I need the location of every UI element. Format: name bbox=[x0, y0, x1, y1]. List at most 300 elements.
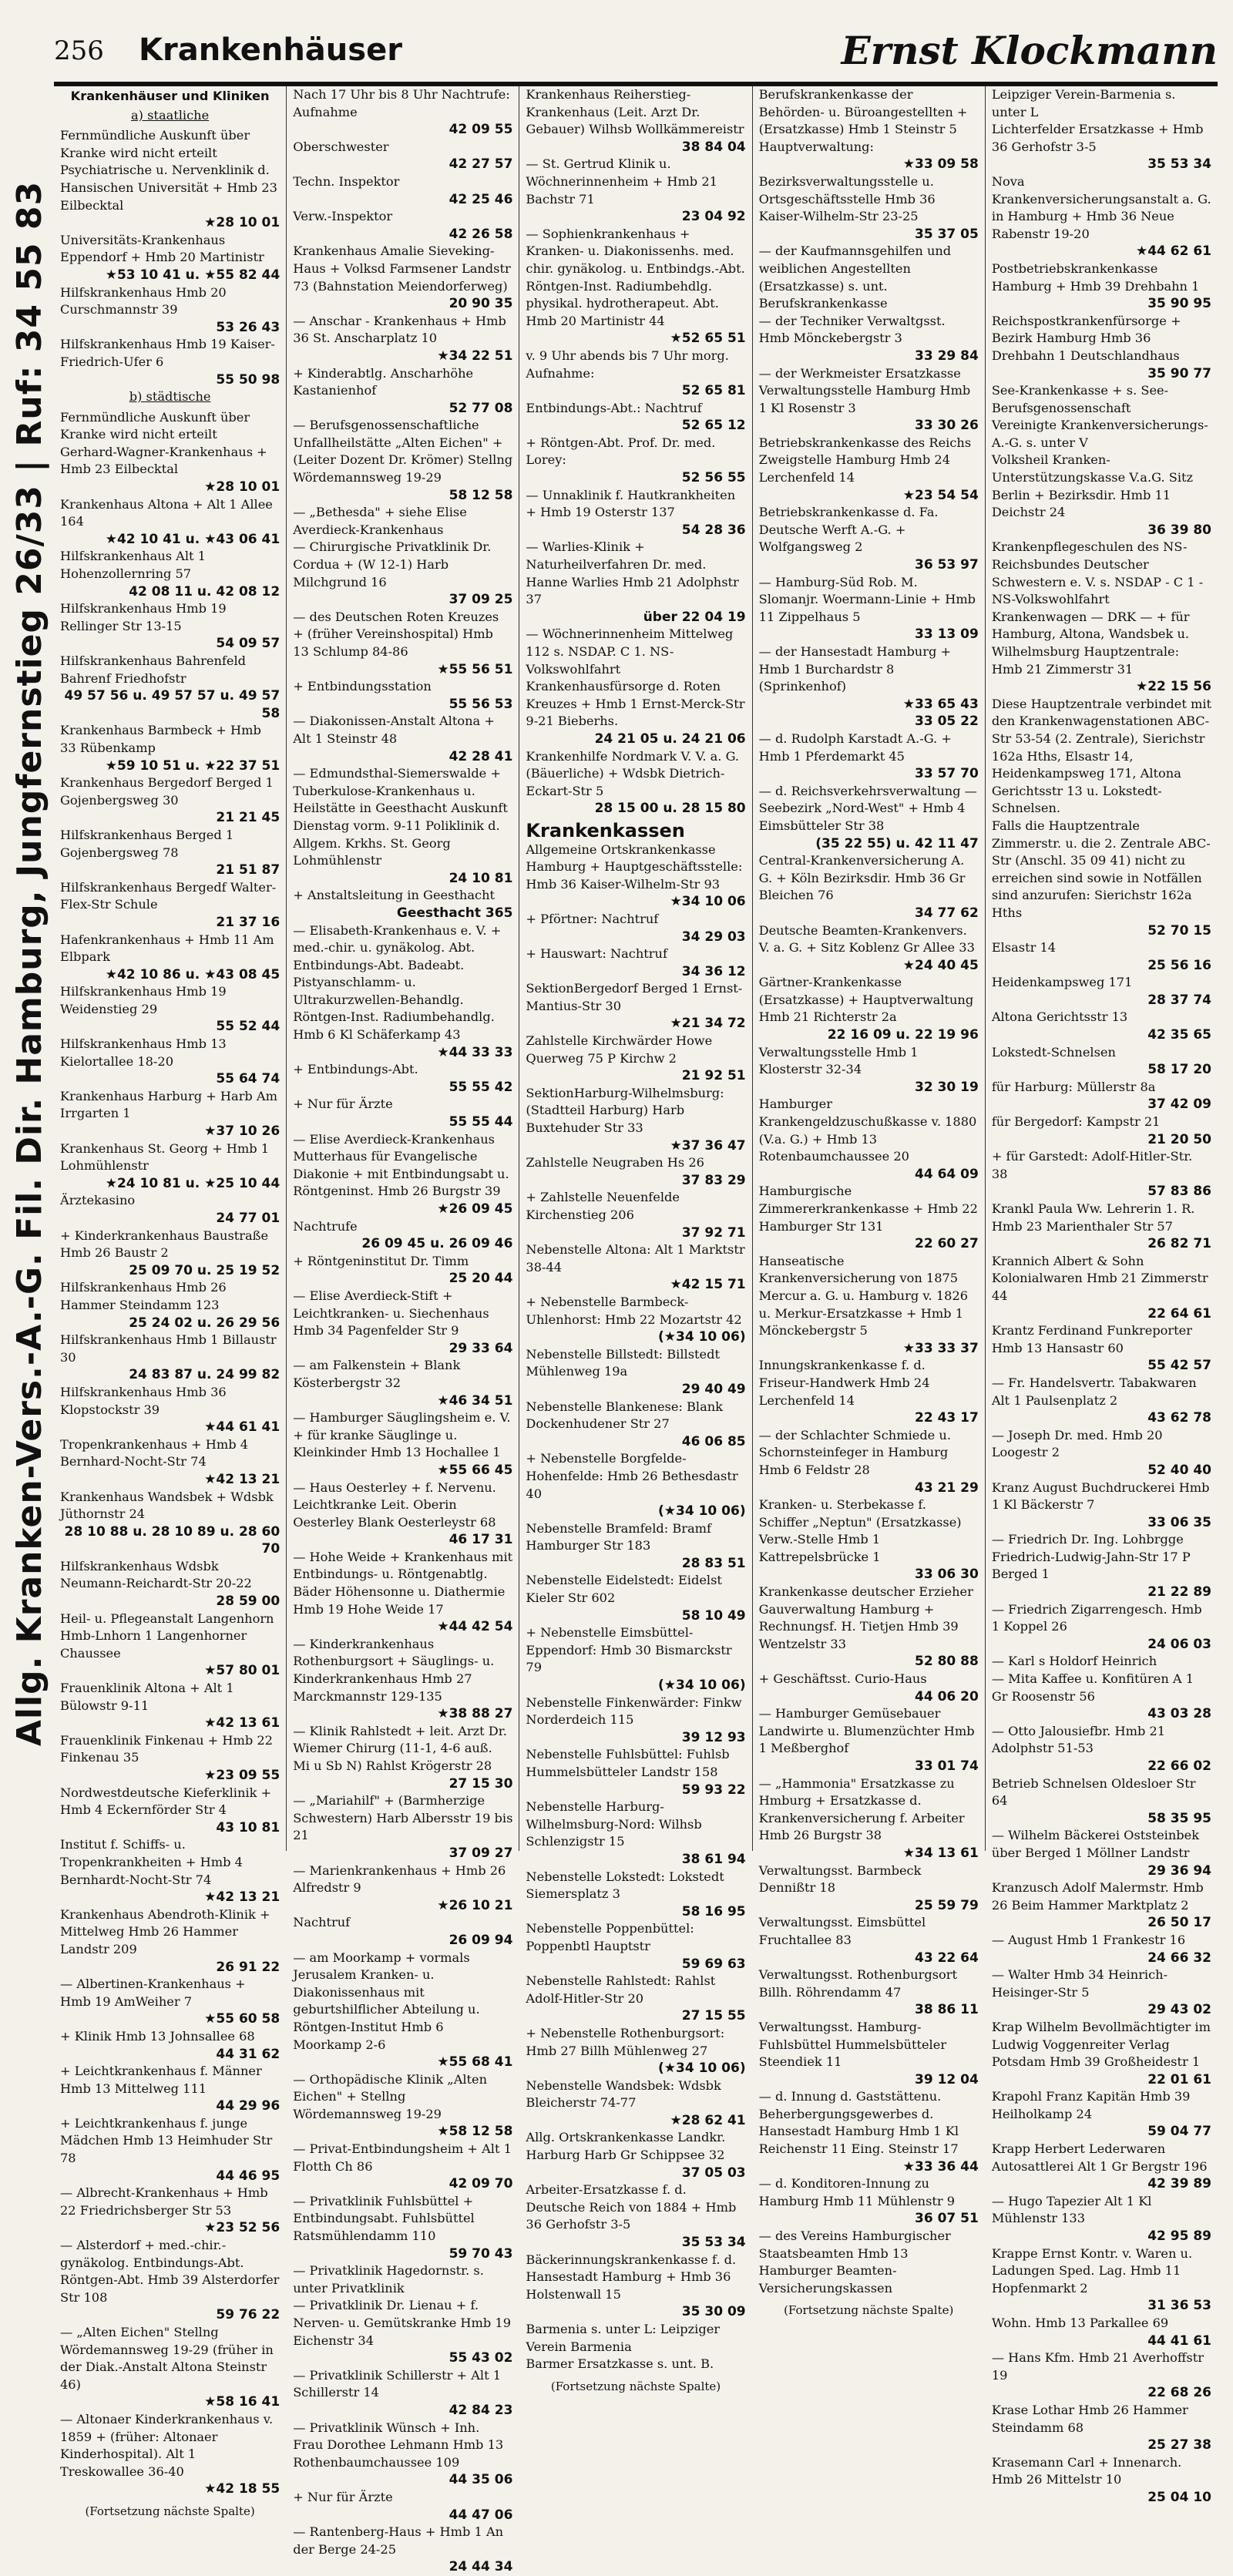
directory-entry bbox=[992, 939, 1211, 974]
entry-text: + Leichtkrankenhaus f. Männer Hmb 13 Mittelweg 111 bbox=[60, 2064, 262, 2096]
directory-entry bbox=[759, 2019, 979, 2088]
directory-entry bbox=[526, 348, 745, 400]
entry-phone: 22 64 61 bbox=[1147, 1305, 1212, 1322]
entry-list bbox=[992, 86, 1211, 2507]
entry-phone: 44 46 95 bbox=[216, 2168, 281, 2184]
directory-entry bbox=[60, 1228, 280, 1280]
entry-text: — Friedrich Zigarrengesch. Hmb 1 Koppel 26 bbox=[991, 1601, 1202, 1634]
entry-phone: 42 84 23 bbox=[449, 2402, 513, 2418]
entry-text: + Hauswart: Nachtruf bbox=[526, 946, 667, 962]
entry-text: — Berufsgenossenschaftliche Unfallheilstätte „Alten Eichen" + (Leiter Dozent Dr. Krömer) Stellng Wördemannsweg 19-29 bbox=[293, 418, 513, 485]
entry-text: Nebenstelle Eidelstedt: Eidelst Kieler Str 602 bbox=[526, 1573, 722, 1606]
entry-phone: 54 09 57 bbox=[216, 636, 281, 652]
entry-text: Nordwestdeutsche Kieferklinik + Hmb 4 Eckernförder Str 4 bbox=[60, 1785, 272, 1818]
entry-text: — d. Innung d. Gaststättenu. Beherbergungsgewerbes d. Hansestadt Hamburg Hmb 1 Kl Reichenstr 11 Eing. Steinstr 17 bbox=[758, 2089, 959, 2157]
entry-text: Zahlstelle Kirchwärder Howe Querweg 75 P Kirchw 2 bbox=[526, 1033, 713, 1066]
directory-entry bbox=[293, 1792, 512, 1862]
krankenkassen-heading: Krankenkassen bbox=[526, 819, 685, 841]
directory-entry bbox=[293, 539, 512, 608]
directory-entry bbox=[293, 1357, 512, 1409]
entry-phone: ★42 15 71 bbox=[670, 1277, 746, 1293]
entry-text: — der Kaufmannsgehilfen und weiblichen Angestellten (Ersatzkasse) s. unt. Berufskrankenkasse bbox=[758, 243, 952, 311]
entry-phone: 38 84 04 bbox=[681, 139, 746, 155]
directory-entry bbox=[60, 1279, 280, 1332]
entry-text: — Edmundsthal-Siemerswalde + Tuberkulose-Krankenhaus u. Heilstätte in Geesthacht Auskunft Dienstag vorm. 9-11 Poliklinik d. Allgem. Krkhs. St. Georg Lohmühlenstr bbox=[293, 766, 508, 868]
spine-text: Allg. Kranken-Vers.-A.-G. Fil. Dir. Hamburg, Jungfernstieg 26/33 | Ruf: 34 55 83 bbox=[10, 180, 50, 1746]
entry-text: Betriebskrankenkasse des Reichs Zweigstelle Hamburg Hmb 24 Lerchenfeld 14 bbox=[758, 435, 972, 485]
directory-entry bbox=[526, 2025, 745, 2077]
entry-phone: 43 21 29 bbox=[915, 1479, 979, 1496]
directory-entry bbox=[526, 748, 745, 818]
entry-text: — Privatklinik Fuhlsbüttel + Entbindungsabt. Fuhlsbüttel Ratsmühlendamm 110 bbox=[293, 2193, 475, 2244]
entry-text: Nova Krankenversicherungsanstalt a. G. in Hamburg + Hmb 36 Neue Rabenstr 19-20 bbox=[991, 173, 1211, 241]
entry-phone: 25 59 79 bbox=[915, 1897, 979, 1913]
directory-entry bbox=[60, 2115, 280, 2185]
entry-phone: 52 40 40 bbox=[1147, 1462, 1212, 1478]
directory-entry bbox=[759, 504, 979, 573]
entry-text: Krankenhaus Amalie Sieveking-Haus + Volksd Farmsener Landstr 73 (Bahnstation Meiendorferweg) bbox=[293, 243, 511, 294]
directory-entry bbox=[293, 1862, 512, 1915]
entry-text: Nach 17 Uhr bis 8 Uhr Nachtrufe: bbox=[293, 87, 510, 102]
directory-entry bbox=[526, 2321, 745, 2356]
entry-text: Krasemann Carl + Innenarch. Hmb 26 Mittelstr 10 bbox=[991, 2454, 1182, 2487]
entry-text: — Hohe Weide + Krankenhaus mit Entbindungs- u. Röntgenabtlg. Bäder Höhensonne u. Diathermie Hmb 19 Hohe Weide 17 bbox=[293, 1549, 513, 1617]
entry-text: Hilfskrankenhaus Berged 1 Gojenbergsweg 78 bbox=[60, 827, 234, 860]
entry-phone: 27 15 55 bbox=[681, 2008, 746, 2024]
entry-text: Frauenklinik Altona + Alt 1 Bülowstr 9-11 bbox=[60, 1681, 234, 1713]
entry-text: Gerhard-Wagner-Krankenhaus + Hmb 23 Eilbecktal bbox=[60, 444, 267, 477]
directory-entry bbox=[526, 1520, 745, 1573]
entry-phone: 38 61 94 bbox=[681, 1851, 746, 1867]
entry-phone: 33 29 84 bbox=[915, 348, 979, 364]
directory-entry bbox=[992, 1079, 1211, 1113]
entry-phone: 32 30 19 bbox=[915, 1079, 979, 1095]
entry-phone: 25 24 02 u. 26 29 56 bbox=[129, 1315, 281, 1331]
entry-text: Krankenhaus Bergedorf Berged 1 Gojenbergsweg 30 bbox=[60, 775, 274, 808]
entry-text: Nebenstelle Bramfeld: Bramf Hamburger Str 183 bbox=[526, 1520, 711, 1553]
column-heading: Krankenhäuser und Kliniken bbox=[70, 89, 270, 103]
entry-text: Hamburgische Zimmererkrankenkasse + Hmb 22 Hamburger Str 131 bbox=[758, 1184, 978, 1234]
entry-text: Hilfskrankenhaus Hmb 19 Weidenstieg 29 bbox=[60, 984, 227, 1016]
directory-entry bbox=[60, 284, 280, 337]
entry-phone: 25 27 38 bbox=[1147, 2437, 1212, 2453]
entry-phone: 22 68 26 bbox=[1147, 2385, 1212, 2401]
entry-phone: ★46 34 51 bbox=[437, 1392, 513, 1409]
entry-text: See-Krankenkasse + s. See-Berufsgenossenschaft bbox=[991, 383, 1169, 415]
entry-text: Techn. Inspektor bbox=[293, 173, 400, 189]
entry-text: Fernmündliche Auskunft über Kranke wird nicht erteilt bbox=[60, 128, 250, 160]
entry-phone: (35 22 55) u. 42 11 47 bbox=[815, 835, 979, 851]
directory-columns bbox=[54, 86, 1218, 2575]
entry-text: Nebenstelle Billstedt: Billstedt Mühlenweg 19a bbox=[526, 1346, 720, 1379]
directory-entry bbox=[293, 313, 512, 365]
entry-phone: ★42 13 61 bbox=[204, 1715, 281, 1731]
entry-phone: über 22 04 19 bbox=[643, 609, 746, 625]
directory-entry bbox=[759, 1253, 979, 1358]
directory-entry bbox=[293, 2524, 512, 2576]
directory-entry bbox=[60, 2185, 280, 2237]
entry-text: Innungskrankenkasse f. d. Friseur-Handwerk Hmb 24 Lerchenfeld 14 bbox=[758, 1358, 930, 1408]
directory-entry bbox=[992, 1601, 1211, 1654]
directory-entry bbox=[60, 1680, 280, 1732]
entry-phone: 25 56 16 bbox=[1147, 957, 1212, 973]
directory-entry bbox=[60, 983, 280, 1036]
entry-phone: 23 04 92 bbox=[681, 209, 746, 225]
directory-entry bbox=[992, 1671, 1211, 1723]
entry-text: + Nebenstelle Borgfelde-Hohenfelde: Hmb 26 Bethesdastr 40 bbox=[526, 1451, 738, 1501]
entry-text: Krankenwagen — DRK — + für Hamburg, Altona, Wandsbek u. Wilhelmsburg Hauptzentrale: Hmb 21 Zimmerstr 31 bbox=[991, 609, 1190, 677]
entry-phone: 29 33 64 bbox=[449, 1340, 513, 1356]
directory-entry bbox=[60, 1489, 280, 1558]
entry-text: Hafenkrankenhaus + Hmb 11 Am Elbpark bbox=[60, 932, 274, 965]
entry-phone: 59 04 77 bbox=[1147, 2124, 1212, 2140]
entry-text: Verwaltungsst. Barmbeck Dennißtr 18 bbox=[758, 1862, 922, 1896]
directory-entry bbox=[60, 232, 280, 284]
directory-entry bbox=[293, 1131, 512, 1218]
directory-entry bbox=[526, 1624, 745, 1694]
entry-phone: 44 06 20 bbox=[915, 1688, 979, 1704]
directory-entry bbox=[992, 1201, 1211, 1253]
entry-phone: 59 69 63 bbox=[681, 1956, 746, 1972]
entry-text: Hilfskrankenhaus Hmb 19 Rellinger Str 13-15 bbox=[60, 601, 227, 633]
directory-entry bbox=[60, 1088, 280, 1140]
entry-text: — Hans Kfm. Hmb 21 Averhoffstr 19 bbox=[991, 2350, 1204, 2383]
entry-list bbox=[60, 127, 280, 388]
entry-phone: ★55 56 51 bbox=[437, 661, 513, 677]
entry-phone: ★23 54 54 bbox=[902, 487, 979, 503]
entry-phone: (★34 10 06) bbox=[658, 1329, 746, 1345]
directory-entry bbox=[60, 1785, 280, 1837]
directory-entry bbox=[526, 487, 745, 539]
entry-phone: 52 56 55 bbox=[681, 470, 746, 486]
entry-phone: 26 82 71 bbox=[1147, 1236, 1212, 1252]
directory-entry bbox=[60, 496, 280, 549]
entry-text: — August Hmb 1 Frankestr 16 bbox=[991, 1932, 1186, 1947]
entry-phone: ★26 10 21 bbox=[437, 1897, 513, 1913]
entry-text: Hilfskrankenhaus Hmb 13 Kielortallee 18-20 bbox=[60, 1036, 227, 1069]
entry-phone: 25 09 70 u. 25 19 52 bbox=[129, 1262, 281, 1278]
entry-text: + Pförtner: Nachtruf bbox=[526, 911, 659, 926]
entry-phone: 46 06 85 bbox=[681, 1433, 746, 1449]
directory-entry bbox=[526, 1572, 745, 1624]
directory-entry bbox=[60, 879, 280, 932]
page-header bbox=[54, 28, 1218, 86]
entry-phone: 42 09 55 bbox=[449, 122, 513, 138]
entry-text: — Elisabeth-Krankenhaus e. V. + med.-chir. u. gynäkolog. Abt. Entbindungs-Abt. Badeabt. Pistyanschlamm- u. Ultrakurzwellen-Behandlg. Röntgen-Inst. Radiumbehandlg. Hmb 6 Kl Schäferkamp 43 bbox=[293, 922, 502, 1043]
directory-entry bbox=[992, 539, 1211, 608]
entry-text: Nebenstelle Finkenwärder: Finkw Norderdeich 115 bbox=[526, 1694, 742, 1728]
entry-phone: ★33 09 58 bbox=[902, 156, 979, 173]
entry-text: — Privatklinik Hagedornstr. s. unter Privatklinik bbox=[293, 2263, 484, 2296]
entry-text: Hanseatische Krankenversicherung von 1875 Mercur a. G. u. Hamburg v. 1826 u. Merkur-Ersatzkasse + Hmb 1 Mönckebergstr 5 bbox=[758, 1253, 969, 1338]
entry-text: — Warlies-Klinik + Naturheilverfahren Dr. med. Hanne Warlies Hmb 21 Adolphstr 37 bbox=[526, 539, 739, 607]
directory-entry bbox=[526, 226, 745, 348]
entry-phone: ★33 33 37 bbox=[902, 1340, 979, 1356]
entry-text: Nebenstelle Altona: Alt 1 Marktstr 38-44 bbox=[526, 1242, 745, 1275]
entry-text: Krankenkasse deutscher Erzieher Gauverwaltung Hamburg + Rechnungsf. H. Tietjen Hmb 39 Wentzelstr 33 bbox=[758, 1584, 973, 1651]
entry-text: Krankenhaus St. Georg + Hmb 1 Lohmühlenstr bbox=[60, 1140, 270, 1174]
directory-entry bbox=[992, 1966, 1211, 2019]
entry-text: Krase Lothar Hmb 26 Hammer Steindamm 68 bbox=[991, 2402, 1188, 2435]
entry-phone: ★44 42 54 bbox=[437, 1619, 513, 1635]
entry-text: — des Deutschen Roten Kreuzes + (früher Vereinshospital) Hmb 13 Schlump 84-86 bbox=[293, 609, 499, 659]
directory-entry bbox=[759, 2088, 979, 2175]
entry-text: Krapohl Franz Kapitän Hmb 39 Heilholkamp 24 bbox=[991, 2089, 1191, 2121]
entry-list bbox=[293, 86, 512, 2576]
directory-entry bbox=[992, 2141, 1211, 2193]
entry-phone: ★44 61 41 bbox=[204, 1419, 281, 1436]
directory-entry bbox=[60, 336, 280, 388]
entry-text: Oberschwester bbox=[293, 139, 389, 154]
entry-phone: 34 77 62 bbox=[915, 905, 979, 921]
entry-text: v. 9 Uhr abends bis 7 Uhr morg. Aufnahme: bbox=[526, 348, 729, 381]
directory-entry bbox=[526, 1399, 745, 1451]
directory-entry bbox=[759, 1427, 979, 1496]
directory-entry bbox=[526, 400, 745, 435]
entry-text: Gärtner-Krankenkasse (Ersatzkasse) + Hauptverwaltung Hmb 21 Richterstr 2a bbox=[758, 975, 974, 1025]
entry-text: — der Werkmeister Ersatzkasse Verwaltungsstelle Hamburg Hmb 1 Kl Rosenstr 3 bbox=[758, 365, 971, 415]
directory-entry bbox=[759, 1862, 979, 1915]
entry-text: — „Alten Eichen" Stellng Wördemannsweg 19-29 (früher in der Diak.-Anstalt Altona Steinstr 46) bbox=[60, 2325, 274, 2392]
directory-entry bbox=[526, 1346, 745, 1399]
directory-entry bbox=[992, 1827, 1211, 1879]
entry-text: — „Hammonia" Ersatzkasse zu Hmburg + Ersatzkasse d. Krankenversicherung f. Arbeiter Hmb 26 Burgstr 38 bbox=[758, 1775, 965, 1843]
directory-entry bbox=[60, 1610, 280, 1680]
entry-phone: ★44 62 61 bbox=[1135, 243, 1212, 260]
directory-entry bbox=[992, 2454, 1211, 2507]
directory-entry bbox=[526, 1746, 745, 1798]
entry-phone: ★44 33 33 bbox=[437, 1044, 513, 1060]
entry-phone: ★42 10 41 u. ★43 06 41 bbox=[105, 531, 281, 547]
directory-entry bbox=[992, 382, 1211, 417]
entry-phone: 22 66 02 bbox=[1147, 1758, 1212, 1774]
entry-text: + Nur für Ärzte bbox=[293, 2489, 393, 2504]
entry-phone: ★57 80 01 bbox=[204, 1663, 281, 1679]
entry-phone: 58 35 95 bbox=[1147, 1810, 1212, 1826]
entry-phone: 43 03 28 bbox=[1147, 1706, 1212, 1722]
entry-phone: 22 01 61 bbox=[1147, 2071, 1212, 2087]
entry-text: Nebenstelle Wandsbek: Wdsbk Bleicherstr 74-77 bbox=[526, 2077, 721, 2111]
column-3 bbox=[519, 86, 752, 2393]
entry-text: — Friedrich Dr. Ing. Lohbrgge Friedrich-Ludwig-Jahn-Str 17 P Berged 1 bbox=[991, 1532, 1191, 1582]
entry-phone: 24 10 81 bbox=[449, 870, 513, 886]
entry-phone: (★34 10 06) bbox=[658, 1503, 746, 1520]
entry-phone: 52 77 08 bbox=[449, 400, 513, 416]
directory-entry bbox=[526, 841, 745, 911]
entry-text: Krankenhaus Wandsbek + Wdsbk Jüthornstr 24 bbox=[60, 1489, 274, 1522]
entry-phone: 55 55 42 bbox=[449, 1079, 513, 1095]
entry-text: + Entbindungs-Abt. bbox=[293, 1062, 418, 1077]
entry-phone: 28 15 00 u. 28 15 80 bbox=[594, 801, 746, 817]
entry-text: + Nur für Ärzte bbox=[293, 1097, 393, 1112]
directory-entry bbox=[60, 1332, 280, 1384]
entry-phone: 24 83 87 u. 24 99 82 bbox=[129, 1367, 281, 1383]
directory-entry bbox=[293, 713, 512, 765]
entry-phone: 35 90 77 bbox=[1147, 365, 1212, 381]
directory-entry bbox=[992, 2315, 1211, 2349]
entry-text: Vereinigte Krankenversicherungs-A.-G. s. unter V bbox=[991, 418, 1208, 450]
entry-text: Berufskrankenkasse der Behörden- u. Büroangestellten + (Ersatzkasse) Hmb 1 Steinstr 5 bbox=[758, 87, 968, 137]
entry-phone: 58 17 20 bbox=[1147, 1062, 1212, 1078]
entry-phone: 43 62 78 bbox=[1147, 1410, 1212, 1426]
entry-text: Krankenpflegeschulen des NS-Reichsbundes Deutscher Schwestern e. V. s. NSDAP - C 1 - NS-Volkswohlfahrt bbox=[991, 539, 1204, 607]
entry-phone: 58 16 95 bbox=[681, 1903, 746, 1919]
entry-phone: 33 05 22 bbox=[915, 714, 979, 730]
entry-phone: 42 39 89 bbox=[1147, 2176, 1212, 2192]
entry-text: + Kinderkrankenhaus Baustraße Hmb 26 Baustr 2 bbox=[60, 1228, 269, 1261]
directory-entry bbox=[526, 2252, 745, 2321]
directory-entry bbox=[759, 713, 979, 730]
directory-entry bbox=[293, 104, 512, 139]
entry-text: Leipziger Verein-Barmenia s. unter L bbox=[991, 87, 1176, 119]
directory-entry bbox=[526, 678, 745, 747]
directory-entry bbox=[992, 417, 1211, 452]
entry-phone: ★59 10 51 u. ★22 37 51 bbox=[105, 757, 281, 774]
entry-text: SektionHarburg-Wilhelmsburg: (Stadtteil Harburg) Harb Buxtehuder Str 33 bbox=[526, 1085, 724, 1136]
entry-text: Krappe Ernst Kontr. v. Waren u. Ladungen Sped. Lag. Hmb 11 Hopfenmarkt 2 bbox=[991, 2245, 1193, 2296]
entry-text: + Klinik Hmb 13 Johnsallee 68 bbox=[60, 2028, 255, 2044]
entry-phone: 42 08 11 u. 42 08 12 bbox=[129, 583, 281, 599]
entry-phone: 26 50 17 bbox=[1147, 1915, 1212, 1931]
entry-text: — d. Reichsverkehrsverwaltung — Seebezirk „Nord-West" + Hmb 4 Eimsbütteler Str 38 bbox=[758, 783, 977, 833]
entry-text: Bäckerinnungskrankenkasse f. d. Hansestadt Hamburg + Hmb 36 Holstenwall 15 bbox=[526, 2252, 737, 2302]
directory-entry bbox=[60, 409, 280, 444]
entry-text: + Entbindungsstation bbox=[293, 679, 432, 694]
entry-text: Verwaltungsst. Rothenburgsort Billh. Röhrendamm 47 bbox=[758, 1967, 957, 2000]
directory-entry bbox=[293, 765, 512, 887]
directory-entry bbox=[759, 783, 979, 852]
directory-entry bbox=[992, 1044, 1211, 1079]
entry-phone: ★34 10 06 bbox=[670, 894, 746, 910]
directory-entry bbox=[60, 1558, 280, 1610]
entry-phone: 21 22 89 bbox=[1147, 1584, 1212, 1600]
directory-entry bbox=[759, 1357, 979, 1426]
entry-phone: 24 06 03 bbox=[1147, 1636, 1212, 1652]
entry-phone: 55 56 53 bbox=[449, 696, 513, 712]
entry-text: — der Hansestadt Hamburg + Hmb 1 Burchardstr 8 (Sprinkenhof) bbox=[758, 644, 952, 694]
column-1 bbox=[54, 86, 287, 2518]
directory-entry bbox=[526, 1033, 745, 1085]
column-4 bbox=[753, 86, 986, 2318]
entry-phone: 55 50 98 bbox=[216, 371, 281, 388]
directory-entry bbox=[992, 260, 1211, 313]
entry-text: Deutsche Beamten-Krankenvers. V. a. G. + Sitz Koblenz Gr Allee 33 bbox=[758, 922, 975, 956]
entry-text: — Mita Kaffee u. Konfitüren A 1 Gr Roosenstr 56 bbox=[991, 1671, 1194, 1704]
directory-entry bbox=[293, 1409, 512, 1479]
entry-phone: ★42 10 86 u. ★43 08 45 bbox=[105, 966, 281, 982]
entry-phone: 37 92 71 bbox=[681, 1224, 746, 1241]
entry-text: — Rantenberg-Haus + Hmb 1 An der Berge 24-25 bbox=[293, 2524, 504, 2557]
entry-text: Krantz Ferdinand Funkreporter Hmb 13 Hansastr 60 bbox=[991, 1323, 1192, 1355]
directory-entry bbox=[759, 1044, 979, 1097]
entry-list bbox=[60, 409, 280, 2498]
entry-phone: 58 12 58 bbox=[449, 487, 513, 503]
directory-entry bbox=[992, 609, 1211, 696]
directory-entry bbox=[293, 2141, 512, 2193]
directory-entry bbox=[759, 1671, 979, 1705]
entry-phone: ★33 36 44 bbox=[902, 2158, 979, 2175]
entry-phone: ★52 65 51 bbox=[670, 331, 746, 347]
directory-entry bbox=[759, 2175, 979, 2228]
directory-entry bbox=[992, 1531, 1211, 1600]
directory-entry bbox=[293, 887, 512, 922]
entry-text: — St. Gertrud Klinik u. Wöchnerinnenheim + Hmb 21 Bachstr 71 bbox=[526, 156, 717, 207]
directory-entry bbox=[60, 653, 280, 722]
directory-entry bbox=[759, 1496, 979, 1584]
entry-phone: 26 09 94 bbox=[449, 1932, 513, 1948]
entry-list bbox=[759, 86, 979, 2297]
directory-entry bbox=[759, 243, 979, 312]
entry-phone: ★55 66 45 bbox=[437, 1462, 513, 1478]
directory-entry bbox=[526, 1920, 745, 1973]
brand-logo: Ernst Klockmann bbox=[841, 28, 1218, 73]
entry-phone: 44 47 06 bbox=[449, 2507, 513, 2523]
directory-entry bbox=[759, 1966, 979, 2019]
directory-entry bbox=[293, 173, 512, 208]
entry-phone: 28 10 88 u. 28 10 89 u. 28 60 70 bbox=[64, 1523, 281, 1557]
directory-entry bbox=[526, 1869, 745, 1921]
directory-entry bbox=[60, 1036, 280, 1088]
entry-text: SektionBergedorf Berged 1 Ernst-Mantius-Str 30 bbox=[526, 981, 743, 1013]
entry-text: — am Falkenstein + Blank Kösterbergstr 32 bbox=[293, 1358, 461, 1390]
entry-text: + Anstaltsleitung in Geesthacht bbox=[293, 888, 496, 903]
directory-entry bbox=[60, 2028, 280, 2063]
entry-text: — Karl s Holdorf Heinrich bbox=[991, 1654, 1157, 1669]
entry-phone: ★33 65 43 bbox=[902, 696, 979, 712]
entry-text: Krankenhaus Reiherstieg-Krankenhaus (Leit. Arzt Dr. Gebauer) Wilhsb Wollkämmereistr bbox=[526, 87, 744, 137]
entry-text: — Walter Hmb 34 Heinrich-Heisinger-Str 5 bbox=[991, 1967, 1168, 2000]
entry-text: Ärztekasino bbox=[60, 1193, 136, 1208]
entry-text: Diese Hauptzentrale verbindet mit den Krankenwagenstationen ABC-Str 53-54 (2. Zentrale), Sierichstr 162a Hths, Elsastr 14, Heidenkampsweg 171, Altona Gerichtsstr 13 u. Lokstedt-Schnelsen. bbox=[991, 696, 1212, 816]
entry-text: — Albrecht-Krankenhaus + Hmb 22 Friedrichsberger Str 53 bbox=[60, 2185, 268, 2218]
directory-entry bbox=[60, 2237, 280, 2324]
entry-text: Institut f. Schiffs- u. Tropenkrankheiten + Hmb 4 Bernhardt-Nocht-Str 74 bbox=[60, 1837, 243, 1887]
entry-text: — Anschar - Krankenhaus + Hmb 36 St. Anscharplatz 10 bbox=[293, 313, 506, 346]
continuation-note: (Fortsetzung nächste Spalte) bbox=[550, 2379, 721, 2393]
entry-phone: 44 31 62 bbox=[216, 2046, 281, 2062]
entry-phone: ★28 62 41 bbox=[670, 2112, 746, 2128]
directory-entry bbox=[526, 156, 745, 225]
directory-entry bbox=[293, 1914, 512, 1949]
directory-entry bbox=[992, 2349, 1211, 2402]
directory-entry bbox=[526, 86, 745, 156]
entry-text: — Elise Averdieck-Krankenhaus Mutterhaus für Evangelische Diakonie + mit Entbindungsabt u. Röntgeninst. Hmb 26 Burgstr 39 bbox=[293, 1131, 509, 1199]
directory-entry bbox=[759, 1584, 979, 1671]
directory-entry bbox=[293, 1549, 512, 1636]
entry-text: Nachtrufe bbox=[293, 1218, 358, 1234]
entry-text: — Hamburg-Süd Rob. M. Slomanjr. Woermann-Linie + Hmb 11 Zippelhaus 5 bbox=[758, 574, 976, 624]
entry-text: — Privat-Entbindungsheim + Alt 1 Flotth Ch 86 bbox=[293, 2141, 512, 2174]
directory-entry bbox=[60, 444, 280, 496]
entry-text: — Joseph Dr. med. Hmb 20 Loogestr 2 bbox=[991, 1427, 1163, 1460]
directory-entry bbox=[992, 1653, 1211, 1671]
entry-phone: 53 26 43 bbox=[216, 319, 281, 335]
spine-advertisement bbox=[6, 77, 54, 1849]
entry-text: Barmenia s. unter L: Leipziger Verein Barmenia bbox=[526, 2322, 721, 2354]
directory-entry bbox=[60, 548, 280, 600]
directory-entry bbox=[992, 1148, 1211, 1201]
directory-entry bbox=[992, 1723, 1211, 1775]
entry-phone: 37 83 29 bbox=[681, 1172, 746, 1188]
directory-entry bbox=[526, 626, 745, 678]
entry-phone: 34 36 12 bbox=[681, 963, 746, 979]
entry-phone: 25 20 44 bbox=[449, 1271, 513, 1287]
entry-phone: 55 52 44 bbox=[216, 1019, 281, 1035]
entry-phone: 39 12 04 bbox=[915, 2071, 979, 2087]
directory-entry bbox=[526, 1694, 745, 1747]
entry-phone: 43 10 81 bbox=[216, 1819, 281, 1835]
continuation-note: (Fortsetzung nächste Spalte) bbox=[784, 2303, 954, 2318]
